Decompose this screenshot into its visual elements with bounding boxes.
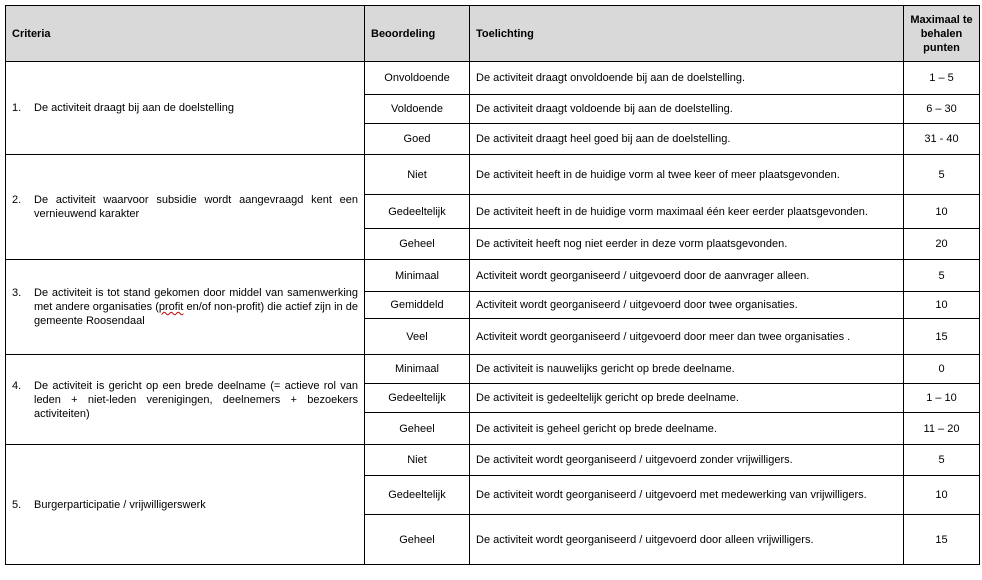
toelichting-cell: De activiteit wordt georganiseerd / uitgevoerd met medewerking van vrijwilligers. bbox=[470, 476, 904, 515]
beoordeling-cell: Veel bbox=[365, 319, 470, 355]
punten-cell: 6 – 30 bbox=[904, 95, 980, 124]
spellcheck-marked-word: profit bbox=[158, 301, 184, 313]
criterion-text: De activiteit draagt bij aan de doelstelling bbox=[34, 102, 234, 114]
beoordeling-cell: Minimaal bbox=[365, 355, 470, 384]
criterion-cell-4 bbox=[6, 355, 365, 445]
punten-cell: 0 bbox=[904, 355, 980, 384]
punten-cell: 20 bbox=[904, 229, 980, 260]
punten-cell: 10 bbox=[904, 195, 980, 229]
toelichting-cell: De activiteit wordt georganiseerd / uitgevoerd zonder vrijwilligers. bbox=[470, 445, 904, 476]
header-criteria: Criteria bbox=[6, 6, 365, 62]
punten-cell: 1 – 5 bbox=[904, 62, 980, 95]
toelichting-cell: Activiteit wordt georganiseerd / uitgevoerd door de aanvrager alleen. bbox=[470, 260, 904, 292]
criterion-number: 1. bbox=[12, 102, 22, 114]
punten-cell: 5 bbox=[904, 445, 980, 476]
beoordeling-cell: Goed bbox=[365, 124, 470, 155]
toelichting-cell: Activiteit wordt georganiseerd / uitgevoerd door twee organisaties. bbox=[470, 292, 904, 319]
header-beoordeling: Beoordeling bbox=[365, 6, 470, 62]
beoordeling-cell: Voldoende bbox=[365, 95, 470, 124]
criteria-table bbox=[5, 5, 980, 565]
toelichting-cell: De activiteit draagt onvoldoende bij aan de doelstelling. bbox=[470, 62, 904, 95]
beoordeling-cell: Minimaal bbox=[365, 260, 470, 292]
beoordeling-cell: Niet bbox=[365, 445, 470, 476]
criterion-text: De activiteit waarvoor subsidie wordt aangevraagd kent een vernieuwend karakter bbox=[34, 194, 358, 220]
toelichting-cell: De activiteit heeft nog niet eerder in deze vorm plaatsgevonden. bbox=[470, 229, 904, 260]
beoordeling-cell: Onvoldoende bbox=[365, 62, 470, 95]
beoordeling-cell: Gedeeltelijk bbox=[365, 195, 470, 229]
punten-cell: 5 bbox=[904, 155, 980, 195]
punten-cell: 1 – 10 bbox=[904, 384, 980, 413]
criterion-cell-5 bbox=[6, 445, 365, 565]
criterion-text: Burgerparticipatie / vrijwilligerswerk bbox=[34, 498, 206, 511]
toelichting-cell: De activiteit heeft in de huidige vorm maximaal één keer eerder plaatsgevonden. bbox=[470, 195, 904, 229]
punten-cell: 5 bbox=[904, 260, 980, 292]
punten-cell: 11 – 20 bbox=[904, 413, 980, 445]
criterion-text-before: De activiteit is tot stand gekomen door middel van samenwerking met andere organisaties ( bbox=[34, 287, 358, 313]
header-toelichting: Toelichting bbox=[470, 6, 904, 62]
table-row bbox=[6, 155, 980, 195]
table-row bbox=[6, 62, 980, 95]
table-row bbox=[6, 260, 980, 292]
punten-cell: 10 bbox=[904, 476, 980, 515]
criterion-cell-3 bbox=[6, 260, 365, 355]
toelichting-cell: De activiteit draagt voldoende bij aan de doelstelling. bbox=[470, 95, 904, 124]
table-row bbox=[6, 355, 980, 384]
toelichting-cell: De activiteit wordt georganiseerd / uitgevoerd door alleen vrijwilligers. bbox=[470, 515, 904, 565]
criterion-cell-2 bbox=[6, 155, 365, 260]
beoordeling-cell: Gemiddeld bbox=[365, 292, 470, 319]
beoordeling-cell: Geheel bbox=[365, 515, 470, 565]
toelichting-cell: De activiteit is geheel gericht op brede deelname. bbox=[470, 413, 904, 445]
punten-cell: 31 - 40 bbox=[904, 124, 980, 155]
beoordeling-cell: Gedeeltelijk bbox=[365, 384, 470, 413]
beoordeling-cell: Geheel bbox=[365, 413, 470, 445]
punten-cell: 15 bbox=[904, 319, 980, 355]
toelichting-cell: De activiteit draagt heel goed bij aan de doelstelling. bbox=[470, 124, 904, 155]
criterion-text bbox=[34, 286, 358, 328]
header-punten: Maximaal te behalen punten bbox=[904, 6, 980, 62]
criterion-number: 2. bbox=[12, 194, 22, 206]
criterion-number: 3. bbox=[12, 287, 22, 299]
criterion-number: 5. bbox=[12, 498, 22, 511]
beoordeling-cell: Gedeeltelijk bbox=[365, 476, 470, 515]
header-row bbox=[6, 6, 980, 62]
punten-cell: 15 bbox=[904, 515, 980, 565]
criterion-number: 4. bbox=[12, 379, 22, 392]
beoordeling-cell: Niet bbox=[365, 155, 470, 195]
beoordeling-cell: Geheel bbox=[365, 229, 470, 260]
criterion-text-after: en/of non-profit) die actief zijn in de gemeente Roosendaal bbox=[34, 301, 359, 327]
toelichting-cell: Activiteit wordt georganiseerd / uitgevoerd door meer dan twee organisaties . bbox=[470, 319, 904, 355]
criterion-cell-1 bbox=[6, 62, 365, 155]
punten-cell: 10 bbox=[904, 292, 980, 319]
table-row bbox=[6, 445, 980, 476]
toelichting-cell: De activiteit is nauwelijks gericht op brede deelname. bbox=[470, 355, 904, 384]
criterion-text: De activiteit is gericht op een brede deelname (= actieve rol van leden + niet-leden verenigingen, deelnemers + bezoekers activiteiten) bbox=[34, 379, 358, 420]
toelichting-cell: De activiteit heeft in de huidige vorm al twee keer of meer plaatsgevonden. bbox=[470, 155, 904, 195]
toelichting-cell: De activiteit is gedeeltelijk gericht op brede deelname. bbox=[470, 384, 904, 413]
